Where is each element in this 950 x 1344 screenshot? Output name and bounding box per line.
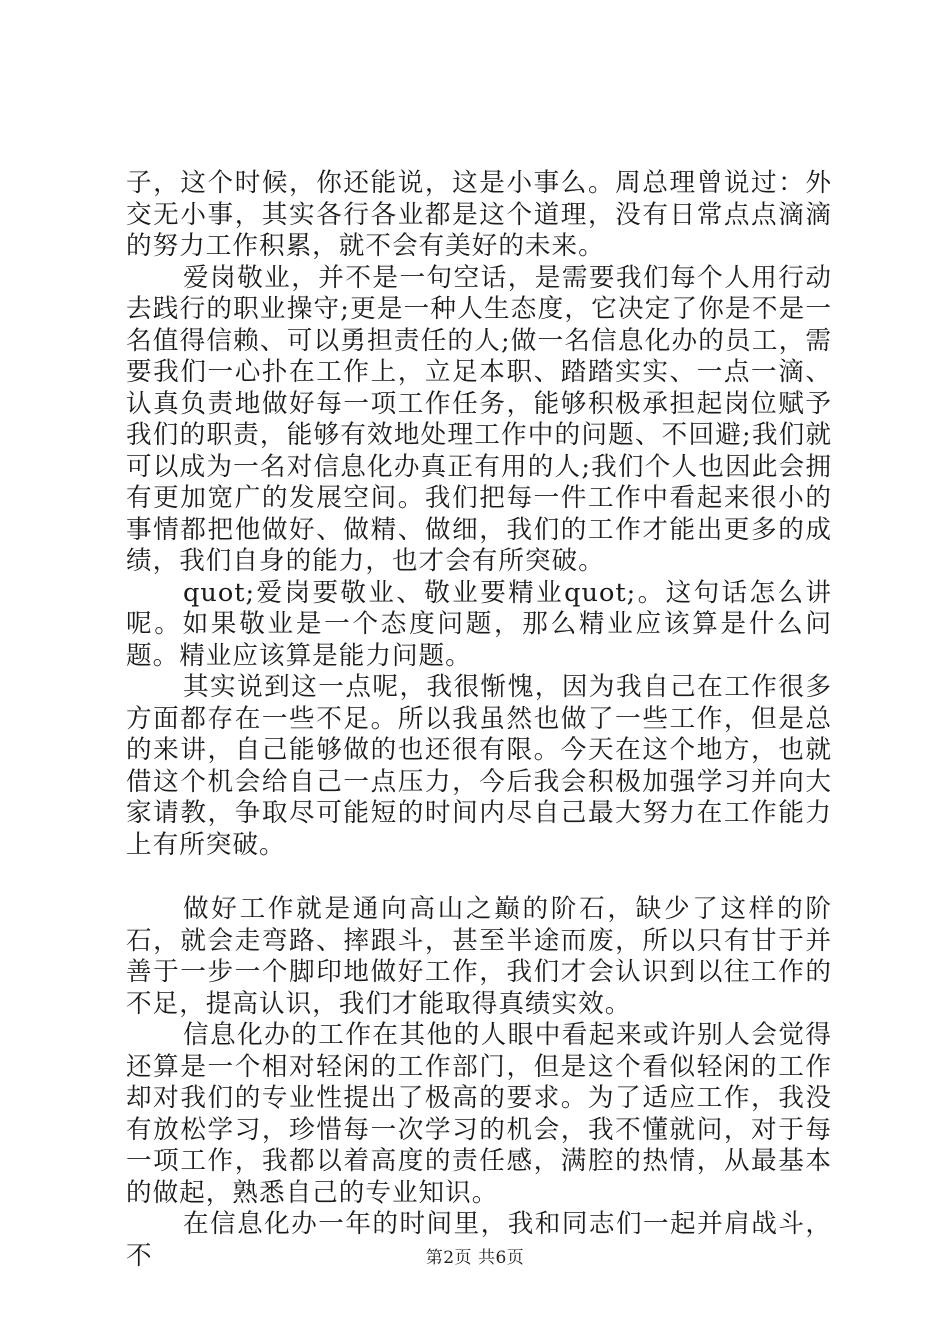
paragraph-3: quot;爱岗要敬业、敬业要精业quot;。这句话怎么讲呢。如果敬业是一个态度问题，那么精业应该算是什么问题。精业应该算是能力问题。: [126, 577, 832, 671]
paragraph-1: 子，这个时候，你还能说，这是小事么。周总理曾说过：外交无小事，其实各行各业都是这个道理，没有日常点点滴滴的努力工作积累，就不会有美好的未来。: [126, 168, 832, 261]
paragraph-6: 信息化办的工作在其他的人眼中看起来或许别人会觉得还算是一个相对轻闲的工作部门，但是这个看似轻闲的工作却对我们的专业性提出了极高的要求。为了适应工作，我没有放松学习，珍惜每一次学习的机会，我不懂就问，对于每一项工作，我都以着高度的责任感，满腔的热情，从最基本的做起，熟悉自己的专业知识。: [126, 1020, 832, 1208]
paragraph-7: 在信息化办一年的时间里，我和同志们一起并肩战斗，不: [126, 1209, 832, 1271]
paragraph-5: 做好工作就是通向高山之巅的阶石，缺少了这样的阶石，就会走弯路、摔跟斗，甚至半途而废，所以只有甘于并善于一步一个脚印地做好工作，我们才会认识到以往工作的不足，提高认识，我们才能取得真绩实效。: [126, 894, 832, 1019]
page-number-footer: 第2页 共6页: [425, 1248, 525, 1268]
paragraph-4: 其实说到这一点呢，我很惭愧，因为我自己在工作很多方面都存在一些不足。所以我虽然也做了一些工作，但是总的来讲，自己能够做的也还很有限。今天在这个地方，也就借这个机会给自己一点压力，今后我会积极加强学习并向大家请教，争取尽可能短的时间内尽自己最大努力在工作能力上有所突破。: [126, 672, 832, 860]
paragraph-spacer: [126, 861, 832, 894]
paragraph-2: 爱岗敬业，并不是一句空话，是需要我们每个人用行动去践行的职业操守;更是一种人生态度，它决定了你是不是一名值得信赖、可以勇担责任的人;做一名信息化办的员工，需要我们一心扑在工作上，立足本职、踏踏实实、一点一滴、认真负责地做好每一项工作任务，能够积极承担起岗位赋予我们的职责，能够有效地处理工作中的问题、不回避;我们就可以成为一名对信息化办真正有用的人;我们个人也因此会拥有更加宽广的发展空间。我们把每一件工作中看起来很小的事情都把他做好、做精、做细，我们的工作才能出更多的成绩，我们自身的能力，也才会有所突破。: [126, 262, 832, 576]
document-body: [126, 168, 832, 1272]
